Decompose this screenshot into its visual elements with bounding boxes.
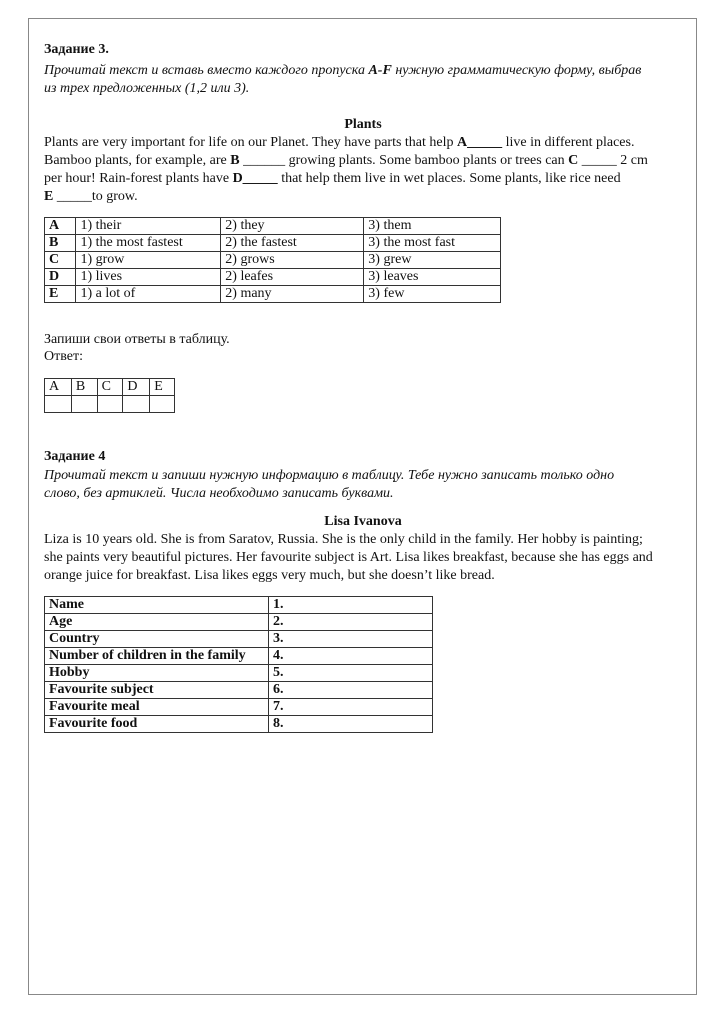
- letter-cell: B: [45, 235, 76, 252]
- text: _____ 2 cm: [578, 153, 648, 168]
- option-cell: 1) a lot of: [76, 286, 221, 303]
- info-answer-cell[interactable]: 3.: [269, 631, 433, 648]
- text: ______ growing plants. Some bamboo plants or trees can: [239, 153, 569, 168]
- task4-instructions-2: слово, без артиклей. Числа необходимо записать буквами.: [44, 486, 394, 501]
- info-row: [45, 682, 433, 699]
- text: live in different places.: [502, 135, 635, 150]
- option-cell: 2) the fastest: [221, 235, 364, 252]
- info-row: [45, 597, 433, 614]
- info-label: Favourite subject: [45, 682, 269, 699]
- option-row: [45, 286, 501, 303]
- answer-header-row: [45, 379, 175, 396]
- info-answer-cell[interactable]: 8.: [269, 716, 433, 733]
- paragraph-line: [44, 170, 621, 188]
- paragraph-line: [44, 188, 138, 206]
- answer-cell[interactable]: [97, 396, 123, 413]
- gap-marker: A_____: [457, 135, 503, 150]
- instr-text: нужную грамматическую форму, выбрав: [391, 63, 642, 78]
- instr-text: Прочитай текст и вставь вместо каждого пропуска: [44, 63, 369, 78]
- plants-heading: Plants: [344, 117, 382, 132]
- info-label: Name: [45, 597, 269, 614]
- info-answer-cell[interactable]: 6.: [269, 682, 433, 699]
- write-answers-text: Запиши свои ответы в таблицу.: [44, 332, 230, 347]
- option-row: [45, 235, 501, 252]
- option-cell: 3) few: [364, 286, 501, 303]
- task3-instructions: [44, 62, 641, 80]
- paragraph-line: [44, 152, 648, 170]
- letter-cell: A: [45, 218, 76, 235]
- letter-cell: D: [45, 269, 76, 286]
- option-row: [45, 218, 501, 235]
- text: Bamboo plants, for example, are: [44, 153, 231, 168]
- info-row: [45, 631, 433, 648]
- option-cell: 1) their: [76, 218, 221, 235]
- info-table: [44, 596, 433, 733]
- info-answer-cell[interactable]: 7.: [269, 699, 433, 716]
- info-label: Age: [45, 614, 269, 631]
- answer-header: A: [45, 379, 72, 396]
- gap-marker: C: [568, 153, 579, 168]
- answer-input-row: [45, 396, 175, 413]
- answer-cell[interactable]: [45, 396, 72, 413]
- answer-cell[interactable]: [150, 396, 175, 413]
- info-answer-cell[interactable]: 2.: [269, 614, 433, 631]
- answer-header: E: [150, 379, 175, 396]
- paragraph-line: Liza is 10 years old. She is from Saratov, Russia. She is the only child in the family. Her hobby is painting;: [44, 532, 643, 547]
- paragraph-line: she paints very beautiful pictures. Her favourite subject is Art. Lisa likes breakfast, because she has eggs and: [44, 550, 653, 565]
- info-label: Favourite food: [45, 716, 269, 733]
- info-answer-cell[interactable]: 4.: [269, 648, 433, 665]
- info-row: [45, 716, 433, 733]
- option-cell: 2) they: [221, 218, 364, 235]
- info-label: Country: [45, 631, 269, 648]
- text: per hour! Rain-forest plants have: [44, 171, 233, 186]
- option-cell: 3) leaves: [364, 269, 501, 286]
- answer-table: [44, 378, 175, 413]
- option-cell: 3) the most fast: [364, 235, 501, 252]
- paragraph-line: [44, 134, 634, 152]
- text: that help them live in wet places. Some plants, like rice need: [277, 171, 621, 186]
- instr-bold: A-F: [368, 63, 392, 78]
- info-label: Hobby: [45, 665, 269, 682]
- option-cell: 1) grow: [76, 252, 221, 269]
- option-cell: 2) leafes: [221, 269, 364, 286]
- option-cell: 2) many: [221, 286, 364, 303]
- info-label: Number of children in the family: [45, 648, 269, 665]
- answer-header: D: [123, 379, 150, 396]
- option-cell: 3) grew: [364, 252, 501, 269]
- gap-marker: E: [44, 189, 54, 204]
- option-row: [45, 269, 501, 286]
- gap-marker: D_____: [232, 171, 278, 186]
- text: _____to grow.: [53, 189, 138, 204]
- answer-cell[interactable]: [123, 396, 150, 413]
- info-row: [45, 665, 433, 682]
- lisa-heading: Lisa Ivanova: [324, 514, 402, 529]
- letter-cell: E: [45, 286, 76, 303]
- answer-header: B: [71, 379, 97, 396]
- option-cell: 1) lives: [76, 269, 221, 286]
- option-cell: 2) grows: [221, 252, 364, 269]
- gap-marker: B: [230, 153, 240, 168]
- task3-title: Задание 3.: [44, 42, 109, 57]
- option-cell: 1) the most fastest: [76, 235, 221, 252]
- answer-cell[interactable]: [71, 396, 97, 413]
- task4-instructions: Прочитай текст и запиши нужную информацию в таблицу. Тебе нужно записать только одно: [44, 468, 615, 483]
- option-cell: 3) them: [364, 218, 501, 235]
- info-row: [45, 648, 433, 665]
- info-label: Favourite meal: [45, 699, 269, 716]
- answer-header: C: [97, 379, 123, 396]
- info-row: [45, 614, 433, 631]
- paragraph-line: orange juice for breakfast. Lisa likes eggs very much, but she doesn’t like bread.: [44, 568, 495, 583]
- info-answer-cell[interactable]: 5.: [269, 665, 433, 682]
- task3-instructions-2: из трех предложенных (1,2 или 3).: [44, 81, 250, 96]
- info-row: [45, 699, 433, 716]
- option-row: [45, 252, 501, 269]
- text: Plants are very important for life on our Planet. They have parts that help: [44, 135, 458, 150]
- answer-label: Ответ:: [44, 349, 83, 364]
- info-answer-cell[interactable]: 1.: [269, 597, 433, 614]
- task4-title: Задание 4: [44, 449, 106, 464]
- options-table: [44, 217, 501, 303]
- letter-cell: C: [45, 252, 76, 269]
